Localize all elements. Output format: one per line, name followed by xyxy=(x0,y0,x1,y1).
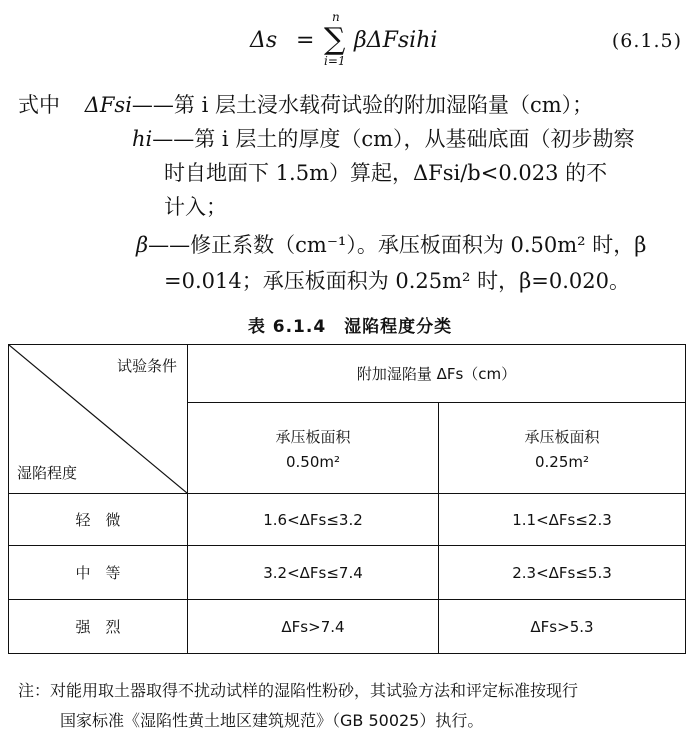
table-row xyxy=(9,600,686,654)
table-caption: 表 6.1.4 湿陷程度分类 xyxy=(247,317,453,337)
formula-equals: = xyxy=(296,28,315,53)
def-dfsi-text: ——第 i 层土浸水载荷试验的附加湿陷量（cm）； xyxy=(131,93,594,117)
def-dfsi xyxy=(18,88,593,122)
formula-lhs: Δs xyxy=(250,28,278,53)
note-line-1: 注：对能用取土器取得不扰动试样的湿陷性粉砂，其试验方法和评定标准按现行 xyxy=(18,681,579,700)
value-cell-025: 2.3<ΔFs≤5.3 xyxy=(439,546,686,600)
grade-cell: 轻 微 xyxy=(9,494,188,546)
table-row xyxy=(9,546,686,600)
value-cell-025: ΔFs>5.3 xyxy=(439,600,686,654)
col1-label: 承压板面积 xyxy=(275,427,351,446)
col2-header xyxy=(439,403,686,494)
group-header: 附加湿陷量 ΔFs（cm） xyxy=(188,345,686,403)
corner-bottom-label: 湿陷程度 xyxy=(17,464,78,482)
sum-upper-limit: n xyxy=(332,10,340,24)
sum-lower-limit: i=1 xyxy=(324,54,346,68)
def-beta xyxy=(136,228,646,262)
col1-area: 0.50m² xyxy=(285,452,341,471)
def-hi-symbol: hi xyxy=(132,127,153,151)
note-line-2: 国家标准《湿陷性黄土地区建筑规范》（GB 50025）执行。 xyxy=(60,711,484,730)
def-beta-symbol: β xyxy=(136,233,149,257)
value-cell-050: ΔFs>7.4 xyxy=(188,600,439,654)
corner-header-cell xyxy=(9,345,188,494)
collapse-classification-table xyxy=(8,344,686,654)
col2-area: 0.25m² xyxy=(534,452,590,471)
def-hi-text-3: 计入； xyxy=(164,195,227,219)
col1-header xyxy=(188,403,439,494)
table-row xyxy=(9,494,686,546)
def-hi-text-1: ——第 i 层土的厚度（cm），从基础底面（初步勘察 xyxy=(152,127,635,151)
corner-top-label: 试验条件 xyxy=(116,357,177,375)
def-intro: 式中 xyxy=(18,93,60,117)
grade-cell: 中 等 xyxy=(9,546,188,600)
formula-rhs: βΔFsihi xyxy=(354,28,438,53)
grade-cell: 强 烈 xyxy=(9,600,188,654)
value-cell-050: 3.2<ΔFs≤7.4 xyxy=(188,546,439,600)
formula-number: (6.1.5) xyxy=(611,30,682,52)
col2-label: 承压板面积 xyxy=(524,427,600,446)
def-dfsi-symbol: ΔFsi xyxy=(84,93,132,117)
def-hi xyxy=(132,122,635,156)
sum-symbol: ∑ xyxy=(324,22,346,57)
formula-6-1-5 xyxy=(250,10,690,68)
def-beta-text-1: ——修正系数（cm⁻¹）。承压板面积为 0.50m² 时，β xyxy=(148,233,647,257)
def-hi-text-2: 时自地面下 1.5m）算起，ΔFsi/b<0.023 的不 xyxy=(164,161,608,185)
value-cell-025: 1.1<ΔFs≤2.3 xyxy=(439,494,686,546)
def-beta-text-2: =0.014；承压板面积为 0.25m² 时，β=0.020。 xyxy=(164,269,631,293)
value-cell-050: 1.6<ΔFs≤3.2 xyxy=(188,494,439,546)
